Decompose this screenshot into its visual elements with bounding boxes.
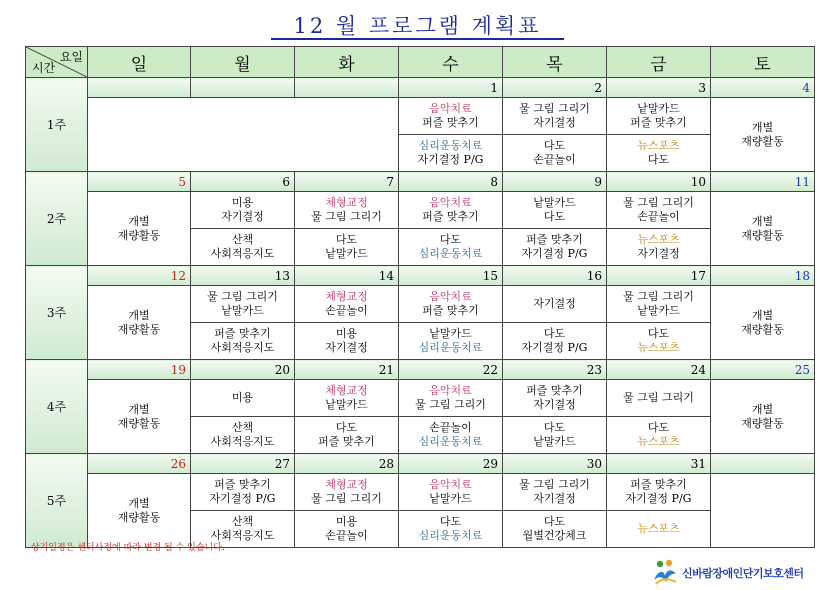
activity-line: 사회적응지도 [210, 435, 275, 448]
activity-line: 음악치료 [429, 102, 472, 115]
activity-line: 개별 [128, 402, 150, 416]
activity-line: 개별 [751, 402, 774, 416]
activity-cell [191, 323, 295, 360]
activity-line: 물 그림 그리기 [207, 290, 278, 303]
activity-cell [503, 98, 607, 135]
day-header-mon: 월 [191, 47, 295, 78]
activity-cell [295, 286, 399, 323]
activity-line: 월별건강체크 [522, 529, 587, 542]
individual-activity-cell [88, 474, 191, 548]
activity-line: 낱말카드 [533, 435, 576, 448]
activity-line: 퍼즐 맞추기 [422, 304, 479, 317]
activity-line: 퍼즐 맞추기 [422, 116, 479, 129]
activity-cell [295, 192, 399, 229]
activity-line: 손끝놀이 [325, 529, 368, 542]
activity-line: 재량활동 [117, 416, 161, 430]
activity-line: 손끝놀이 [429, 421, 472, 434]
date-cell: 17 [607, 266, 711, 286]
date-cell: 10 [607, 172, 711, 192]
activity-line: 뉴스포츠 [637, 341, 680, 354]
activity-line: 음악치료 [429, 478, 472, 491]
date-cell [191, 78, 295, 98]
activity-line: 음악치료 [429, 290, 472, 303]
activity-line: 체형교정 [325, 384, 368, 397]
activity-line: 다도 [647, 327, 670, 340]
day-header-wed: 수 [399, 47, 503, 78]
activity-cell [399, 286, 503, 323]
date-row [26, 78, 815, 98]
date-cell: 29 [399, 454, 503, 474]
date-cell: 8 [399, 172, 503, 192]
activity-cell [399, 380, 503, 417]
activity-line: 물 그림 그리기 [623, 290, 694, 303]
date-cell: 24 [607, 360, 711, 380]
activity-line: 체형교정 [325, 196, 368, 209]
date-row [26, 266, 815, 286]
activity-cell [295, 417, 399, 454]
activity-cell [607, 380, 711, 417]
date-cell: 7 [295, 172, 399, 192]
activity-line: 다도 [543, 210, 566, 223]
individual-activity-cell [88, 192, 191, 266]
date-cell: 23 [503, 360, 607, 380]
activity-line: 다도 [439, 233, 462, 246]
activity-line: 개별 [751, 308, 774, 322]
date-cell: 15 [399, 266, 503, 286]
activity-line: 뉴스포츠 [637, 435, 680, 448]
activity-line: 다도 [647, 153, 670, 166]
activity-line: 다도 [543, 421, 566, 434]
activity-cell [503, 380, 607, 417]
activity-cell [191, 286, 295, 323]
date-cell: 9 [503, 172, 607, 192]
activity-line: 심리운동치료 [418, 529, 483, 542]
activity-line: 심리운동치료 [418, 139, 483, 152]
activity-cell [399, 511, 503, 548]
activity-line: 퍼즐 맞추기 [318, 435, 375, 448]
date-row [26, 454, 815, 474]
activity-line: 미용 [231, 196, 254, 209]
activity-row [26, 380, 815, 417]
activity-line: 자기결정 P/G [209, 492, 276, 505]
date-cell [88, 78, 191, 98]
week-label: 1주 [26, 78, 88, 172]
activity-line: 심리운동치료 [418, 247, 483, 260]
activity-row [26, 474, 815, 511]
activity-row [26, 286, 815, 323]
activity-line: 손끝놀이 [637, 210, 680, 223]
activity-cell [607, 229, 711, 266]
date-cell: 25 [711, 360, 815, 380]
activity-cell [503, 323, 607, 360]
date-cell: 18 [711, 266, 815, 286]
activity-line: 재량활동 [741, 416, 784, 430]
date-cell: 22 [399, 360, 503, 380]
date-cell: 16 [503, 266, 607, 286]
activity-line: 뉴스포츠 [637, 522, 680, 535]
date-cell [295, 78, 399, 98]
activity-cell [191, 380, 295, 417]
activity-line: 낱말카드 [325, 398, 368, 411]
date-cell: 3 [607, 78, 711, 98]
day-header-fri: 금 [607, 47, 711, 78]
date-row [26, 360, 815, 380]
date-cell: 21 [295, 360, 399, 380]
activity-cell [607, 286, 711, 323]
day-header-sun: 일 [88, 47, 191, 78]
activity-cell [503, 474, 607, 511]
activity-line: 물 그림 그리기 [519, 478, 590, 491]
individual-activity-cell [88, 380, 191, 454]
activity-line: 다도 [543, 515, 566, 528]
activity-cell [399, 98, 503, 135]
activity-cell [295, 229, 399, 266]
activity-cell [399, 417, 503, 454]
activity-line: 사회적응지도 [210, 247, 275, 260]
individual-activity-cell [711, 98, 815, 172]
activity-line: 자기결정 P/G [417, 153, 484, 166]
activity-cell [295, 323, 399, 360]
week-label: 2주 [26, 172, 88, 266]
activity-line: 낱말카드 [221, 304, 264, 317]
activity-line: 물 그림 그리기 [311, 210, 382, 223]
footer-note: - 상기일정은 센터사정에 따라 변경 될 수 있습니다. [25, 543, 225, 553]
logo-figure-icon [652, 558, 678, 586]
activity-line: 물 그림 그리기 [623, 391, 694, 404]
activity-cell [399, 474, 503, 511]
activity-line: 물 그림 그리기 [415, 398, 486, 411]
activity-line: 산책 [231, 421, 254, 434]
activity-line: 개별 [128, 308, 150, 322]
activity-cell [503, 286, 607, 323]
date-cell: 1 [399, 78, 503, 98]
activity-line: 개별 [128, 496, 150, 510]
date-cell: 12 [88, 266, 191, 286]
activity-line: 개별 [751, 120, 774, 134]
activity-line: 손끝놀이 [325, 304, 368, 317]
activity-line: 자기결정 [533, 398, 576, 411]
activity-line: 재량활동 [741, 134, 784, 148]
activity-cell [503, 511, 607, 548]
activity-line: 미용 [335, 515, 358, 528]
activity-line: 미용 [231, 391, 254, 404]
activity-line: 퍼즐 맞추기 [214, 478, 271, 491]
activity-cell [295, 511, 399, 548]
activity-line: 음악치료 [429, 384, 472, 397]
date-cell: 13 [191, 266, 295, 286]
activity-line: 물 그림 그리기 [311, 492, 382, 505]
activity-line: 자기결정 P/G [521, 247, 588, 260]
page-title: 12 월 프로그램 계획표 [0, 14, 835, 40]
week-label: 3주 [26, 266, 88, 360]
activity-line: 물 그림 그리기 [623, 196, 694, 209]
activity-line: 재량활동 [117, 228, 161, 242]
activity-line: 사회적응지도 [210, 529, 275, 542]
date-cell: 19 [88, 360, 191, 380]
day-header-tue: 화 [295, 47, 399, 78]
activity-line: 낱말카드 [325, 247, 368, 260]
activity-line: 퍼즐 맞추기 [214, 327, 271, 340]
activity-line: 재량활동 [741, 322, 784, 336]
date-cell: 26 [88, 454, 191, 474]
activity-line: 뉴스포츠 [637, 233, 680, 246]
activity-line: 낱말카드 [533, 196, 576, 209]
individual-activity-cell [711, 286, 815, 360]
activity-cell [295, 474, 399, 511]
activity-line: 낱말카드 [429, 492, 472, 505]
activity-line: 심리운동치료 [418, 435, 483, 448]
date-cell: 27 [191, 454, 295, 474]
activity-line: 퍼즐 맞추기 [630, 116, 687, 129]
date-cell: 5 [88, 172, 191, 192]
activity-cell [607, 474, 711, 511]
activity-line: 산책 [231, 515, 254, 528]
date-cell: 30 [503, 454, 607, 474]
activity-cell [607, 417, 711, 454]
activity-line: 체형교정 [325, 290, 368, 303]
activity-line: 산책 [231, 233, 254, 246]
activity-line: 다도 [439, 515, 462, 528]
activity-cell [503, 135, 607, 172]
activity-line: 퍼즐 맞추기 [526, 233, 583, 246]
activity-line: 손끝놀이 [533, 153, 576, 166]
activity-cell [399, 229, 503, 266]
activity-line: 미용 [335, 327, 358, 340]
activity-cell [607, 323, 711, 360]
activity-line: 체형교정 [325, 478, 368, 491]
activity-line: 퍼즐 맞추기 [422, 210, 479, 223]
activity-line: 자기결정 P/G [521, 341, 588, 354]
activity-line: 다도 [543, 139, 566, 152]
activity-line: 뉴스포츠 [637, 139, 680, 152]
date-cell: 6 [191, 172, 295, 192]
activity-line: 재량활동 [117, 322, 161, 336]
activity-cell [607, 98, 711, 135]
activity-line: 개별 [128, 214, 150, 228]
week-label: 5주 [26, 454, 88, 548]
individual-activity-cell [711, 380, 815, 454]
day-header-sat: 토 [711, 47, 815, 78]
activity-cell [399, 135, 503, 172]
day-header-thu: 목 [503, 47, 607, 78]
activity-cell [399, 323, 503, 360]
activity-line: 자기결정 [325, 341, 368, 354]
date-cell: 11 [711, 172, 815, 192]
activity-line: 재량활동 [741, 228, 784, 242]
date-cell: 4 [711, 78, 815, 98]
activity-line: 물 그림 그리기 [519, 102, 590, 115]
date-cell: 2 [503, 78, 607, 98]
date-cell: 28 [295, 454, 399, 474]
date-cell [711, 454, 815, 474]
activity-cell [503, 417, 607, 454]
activity-line: 자기결정 [533, 116, 576, 129]
corner-cell: 요일 시간 [26, 47, 88, 78]
header-row [26, 47, 815, 78]
activity-line: 음악치료 [429, 196, 472, 209]
week-label: 4주 [26, 360, 88, 454]
activity-line: 개별 [751, 214, 774, 228]
schedule-table [25, 46, 815, 548]
activity-cell [503, 192, 607, 229]
activity-line: 낱말카드 [429, 327, 472, 340]
activity-line: 자기결정 [221, 210, 264, 223]
date-cell: 20 [191, 360, 295, 380]
activity-line: 자기결정 [637, 247, 680, 260]
activity-cell [191, 417, 295, 454]
activity-line: 재량활동 [117, 510, 161, 524]
activity-line: 사회적응지도 [210, 341, 275, 354]
activity-line: 다도 [335, 421, 358, 434]
activity-line: 다도 [543, 327, 566, 340]
activity-cell [191, 192, 295, 229]
activity-line: 다도 [335, 233, 358, 246]
individual-activity-cell [88, 286, 191, 360]
activity-row [26, 98, 815, 135]
activity-line: 자기결정 [533, 297, 576, 310]
activity-line: 자기결정 P/G [625, 492, 692, 505]
activity-cell [607, 192, 711, 229]
activity-line: 심리운동치료 [418, 341, 483, 354]
activity-cell [399, 192, 503, 229]
activity-cell [191, 229, 295, 266]
individual-activity-cell [711, 192, 815, 266]
activity-cell [191, 474, 295, 511]
activity-line: 퍼즐 맞추기 [526, 384, 583, 397]
date-cell: 31 [607, 454, 711, 474]
activity-line: 자기결정 [533, 492, 576, 505]
activity-line: 낱말카드 [637, 102, 680, 115]
activity-cell [607, 135, 711, 172]
individual-activity-cell [711, 474, 815, 548]
activity-line: 낱말카드 [637, 304, 680, 317]
activity-row [26, 192, 815, 229]
empty-cell [88, 98, 399, 172]
activity-cell [607, 511, 711, 548]
activity-line: 퍼즐 맞추기 [630, 478, 687, 491]
activity-cell [295, 380, 399, 417]
activity-cell [503, 229, 607, 266]
activity-line: 다도 [647, 421, 670, 434]
schedule-body [26, 78, 815, 548]
org-logo: 신바람장애인단기보호센터 [652, 558, 817, 586]
date-cell: 14 [295, 266, 399, 286]
date-row [26, 172, 815, 192]
